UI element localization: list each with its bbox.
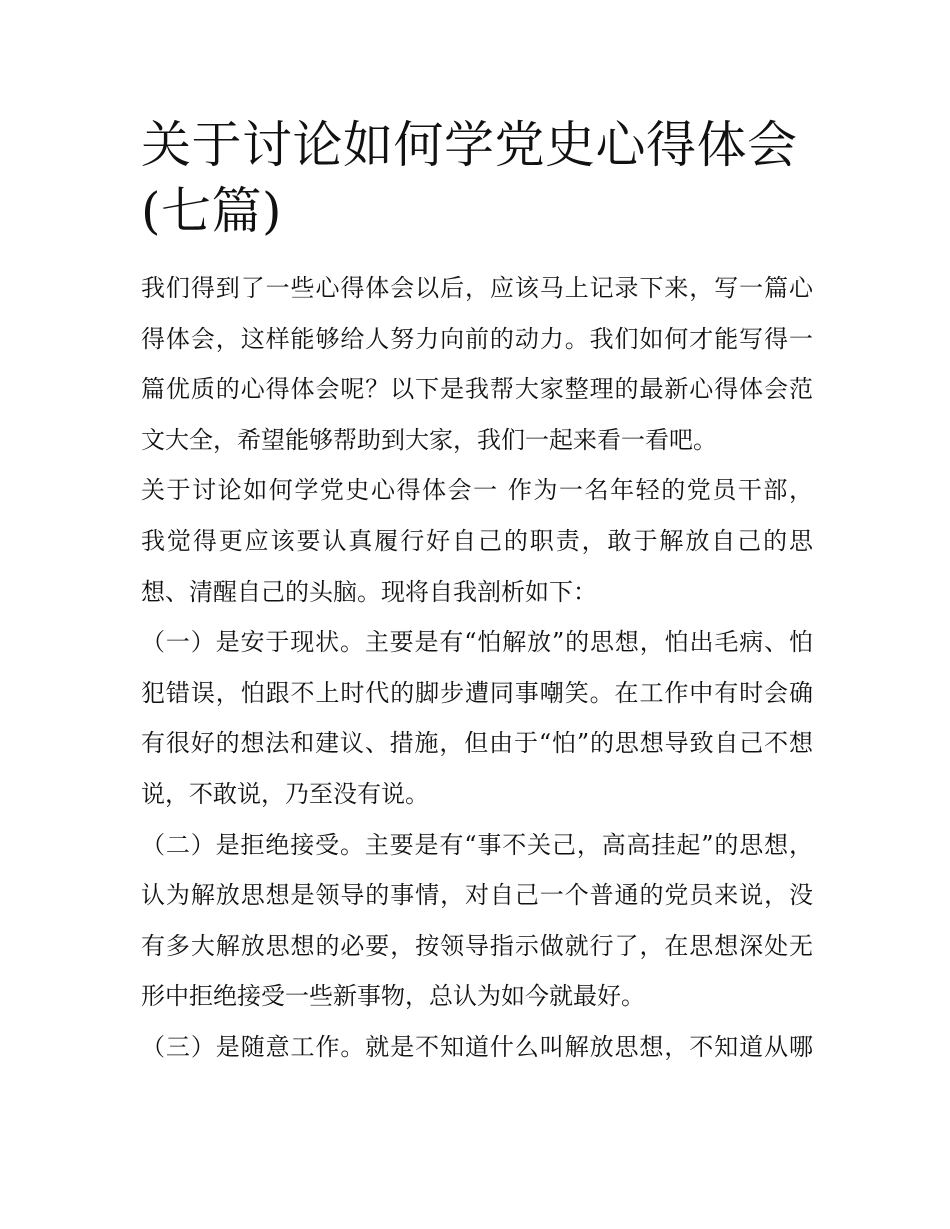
text-line: 关于讨论如何学党史心得体会一 作为一名年轻的党员干部， bbox=[141, 476, 813, 505]
title-line-1: 关于讨论如何学党史心得体会 bbox=[141, 116, 798, 174]
paragraph-section-one-intro bbox=[141, 465, 813, 617]
text-line: 想、清醒自己的头脑。现将自我剖析如下： bbox=[141, 577, 597, 606]
text-line: 有很好的想法和建议、措施，但由于“怕”的思想导致自己不想 bbox=[141, 729, 813, 758]
document-title bbox=[141, 112, 813, 244]
text-line: （一）是安于现状。主要是有“怕解放”的思想，怕出毛病、怕 bbox=[141, 628, 813, 657]
text-line: 我们得到了一些心得体会以后，应该马上记录下来，写一篇心 bbox=[141, 274, 813, 302]
text-line: 我觉得更应该要认真履行好自己的职责，敢于解放自己的思 bbox=[141, 526, 813, 555]
document-page bbox=[141, 112, 813, 1073]
text-line: 形中拒绝接受一些新事物，总认为如今就最好。 bbox=[141, 982, 645, 1011]
text-line: 篇优质的心得体会呢？以下是我帮大家整理的最新心得体会范 bbox=[141, 375, 813, 404]
document-body bbox=[141, 263, 813, 1073]
text-line: 说，不敢说，乃至没有说。 bbox=[141, 779, 429, 808]
text-line: 认为解放思想是领导的事情，对自己一个普通的党员来说，没 bbox=[141, 881, 813, 910]
text-line: 犯错误，怕跟不上时代的脚步遭同事嘲笑。在工作中有时会确 bbox=[141, 678, 813, 707]
paragraph-point-three bbox=[141, 1022, 813, 1073]
text-line: 文大全，希望能够帮助到大家，我们一起来看一看吧。 bbox=[141, 425, 717, 454]
text-line: （二）是拒绝接受。主要是有“事不关己，高高挂起”的思想， bbox=[141, 830, 813, 859]
paragraph-point-one bbox=[141, 617, 813, 819]
text-line: 得体会，这样能够给人努力向前的动力。我们如何才能写得一 bbox=[141, 324, 813, 353]
text-line: （三）是随意工作。就是不知道什么叫解放思想，不知道从哪 bbox=[141, 1032, 813, 1061]
paragraph-intro bbox=[141, 263, 813, 465]
title-line-2: (七篇) bbox=[141, 182, 283, 240]
text-line: 有多大解放思想的必要，按领导指示做就行了，在思想深处无 bbox=[141, 931, 813, 960]
paragraph-point-two bbox=[141, 820, 813, 1022]
